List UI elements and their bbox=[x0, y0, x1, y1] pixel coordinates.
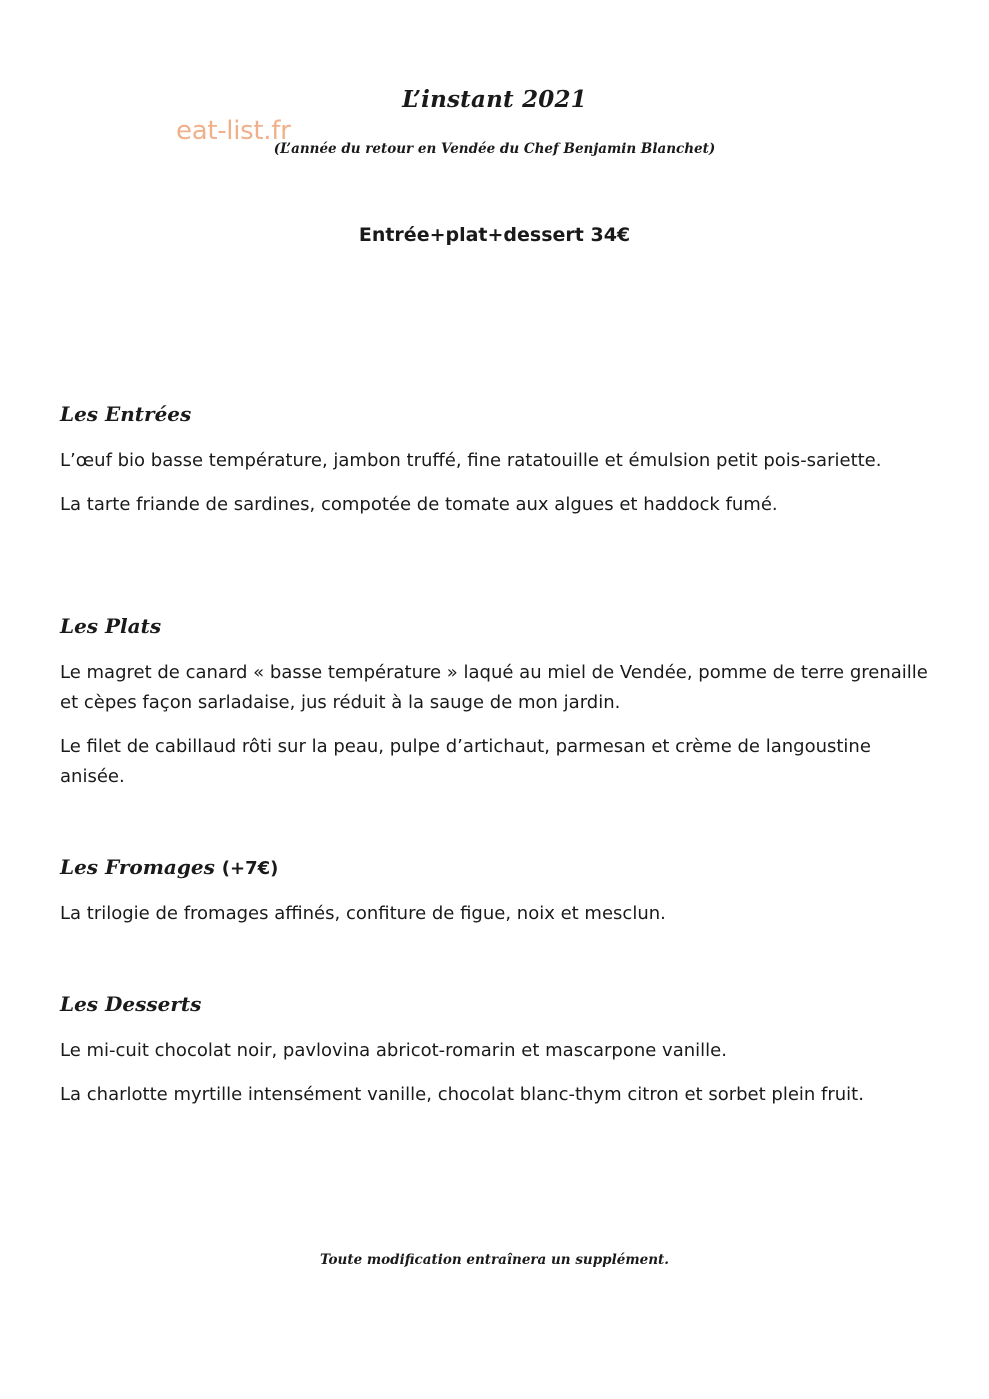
dish-item: La tarte friande de sardines, compotée de tomate aux algues et haddock fumé. bbox=[60, 494, 778, 515]
section-heading-plats: Les Plats bbox=[60, 614, 162, 638]
footer-note: Toute modification entraînera un supplément. bbox=[320, 1252, 669, 1268]
section-fromages bbox=[60, 853, 930, 943]
formula-price: Entrée+plat+dessert 34€ bbox=[358, 224, 631, 246]
section-plats bbox=[60, 612, 930, 806]
section-heading-desserts: Les Desserts bbox=[60, 992, 202, 1016]
dish-item: Le mi-cuit chocolat noir, pavlovina abricot-romarin et mascarpone vanille. bbox=[60, 1040, 727, 1061]
section-desserts bbox=[60, 990, 930, 1124]
dish-item: La trilogie de fromages affinés, confiture de figue, noix et mesclun. bbox=[60, 903, 666, 924]
section-heading-fromages bbox=[60, 853, 930, 881]
dish-item: Le magret de canard « basse température » laqué au miel de Vendée, pomme de terre grenaille et cèpes façon sarladaise, jus réduit à la sauge de mon jardin. bbox=[60, 662, 928, 713]
dish-item: Le filet de cabillaud rôti sur la peau, pulpe d’artichaut, parmesan et crème de langoustine anisée. bbox=[60, 736, 871, 787]
menu-title: L’instant 2021 bbox=[402, 86, 587, 113]
watermark: eat-list.fr bbox=[176, 116, 291, 146]
section-heading-fromages-label: Les Fromages bbox=[60, 855, 215, 879]
section-entrees bbox=[60, 400, 930, 534]
section-heading-entrees: Les Entrées bbox=[60, 402, 192, 426]
dish-item: L’œuf bio basse température, jambon truffé, fine ratatouille et émulsion petit pois-sariette. bbox=[60, 450, 882, 471]
dish-item: La charlotte myrtille intensément vanille, chocolat blanc-thym citron et sorbet plein fruit. bbox=[60, 1084, 864, 1105]
fromages-supplement: (+7€) bbox=[221, 858, 279, 879]
menu-subtitle: (L’année du retour en Vendée du Chef Benjamin Blanchet) bbox=[273, 141, 716, 157]
